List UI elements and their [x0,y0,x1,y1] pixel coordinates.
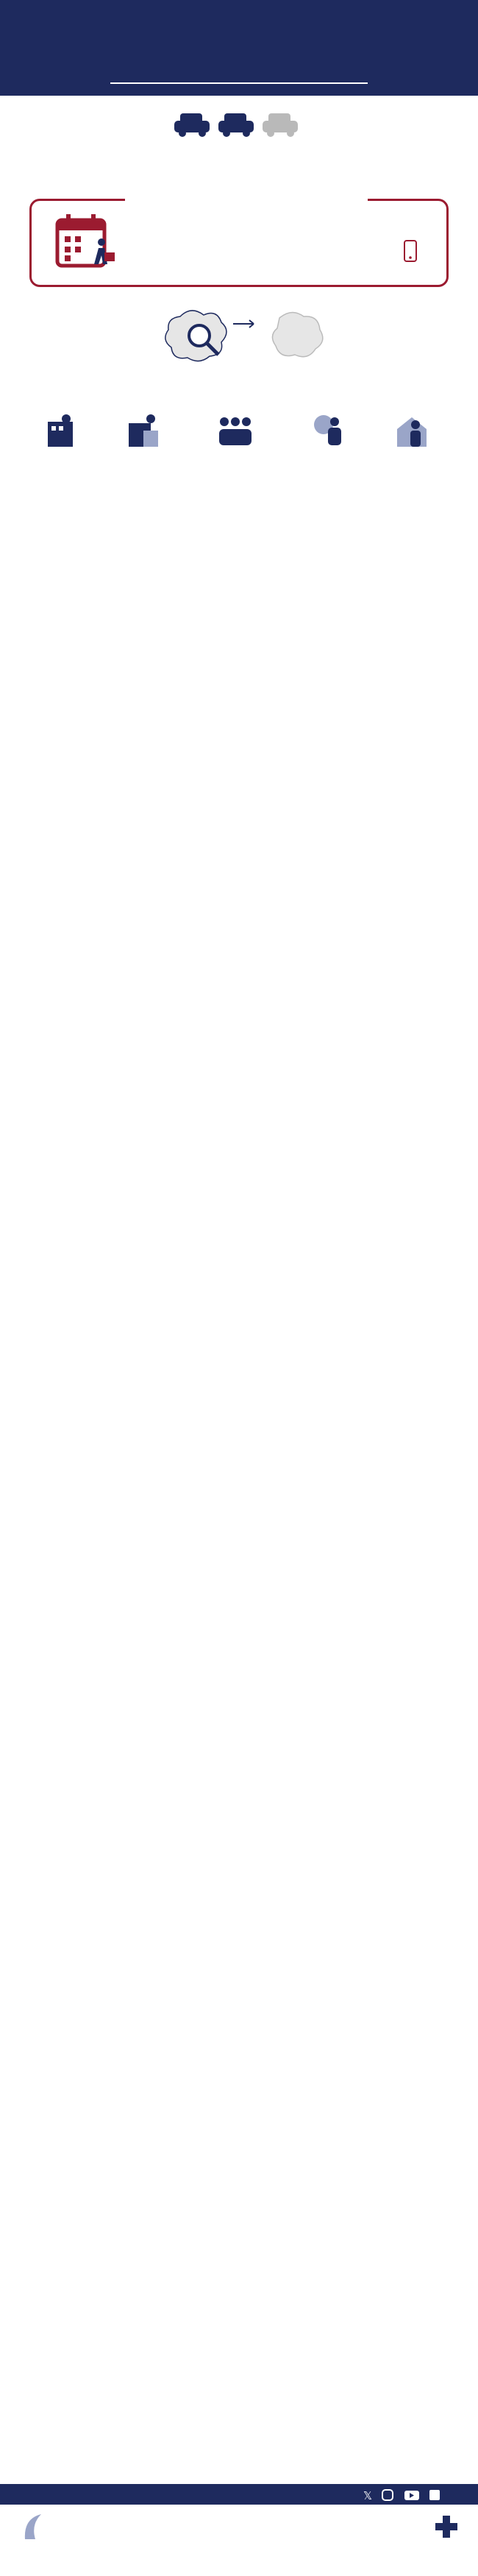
linkedin-icon [429,2490,440,2500]
profile-icons [0,408,478,453]
calendar-icon [53,210,121,277]
instagram-icon [382,2490,393,2500]
phone-icon [403,239,419,264]
profile-icon-2 [129,414,158,447]
profile-icon-5 [397,417,427,447]
page-header [0,0,478,96]
plus-icon[interactable] [434,2514,459,2539]
social-icons [362,2488,457,2502]
weekly-title [125,188,368,210]
profile-icon-4 [314,415,341,445]
cars-icon [173,110,305,140]
title-underline [110,82,368,84]
profile-icon-1 [48,414,73,447]
insee-logo-icon [21,2511,50,2544]
x-icon: 𝕏 [363,2489,373,2502]
profile-icon-3 [219,417,252,445]
aav-map-icon [151,302,335,368]
